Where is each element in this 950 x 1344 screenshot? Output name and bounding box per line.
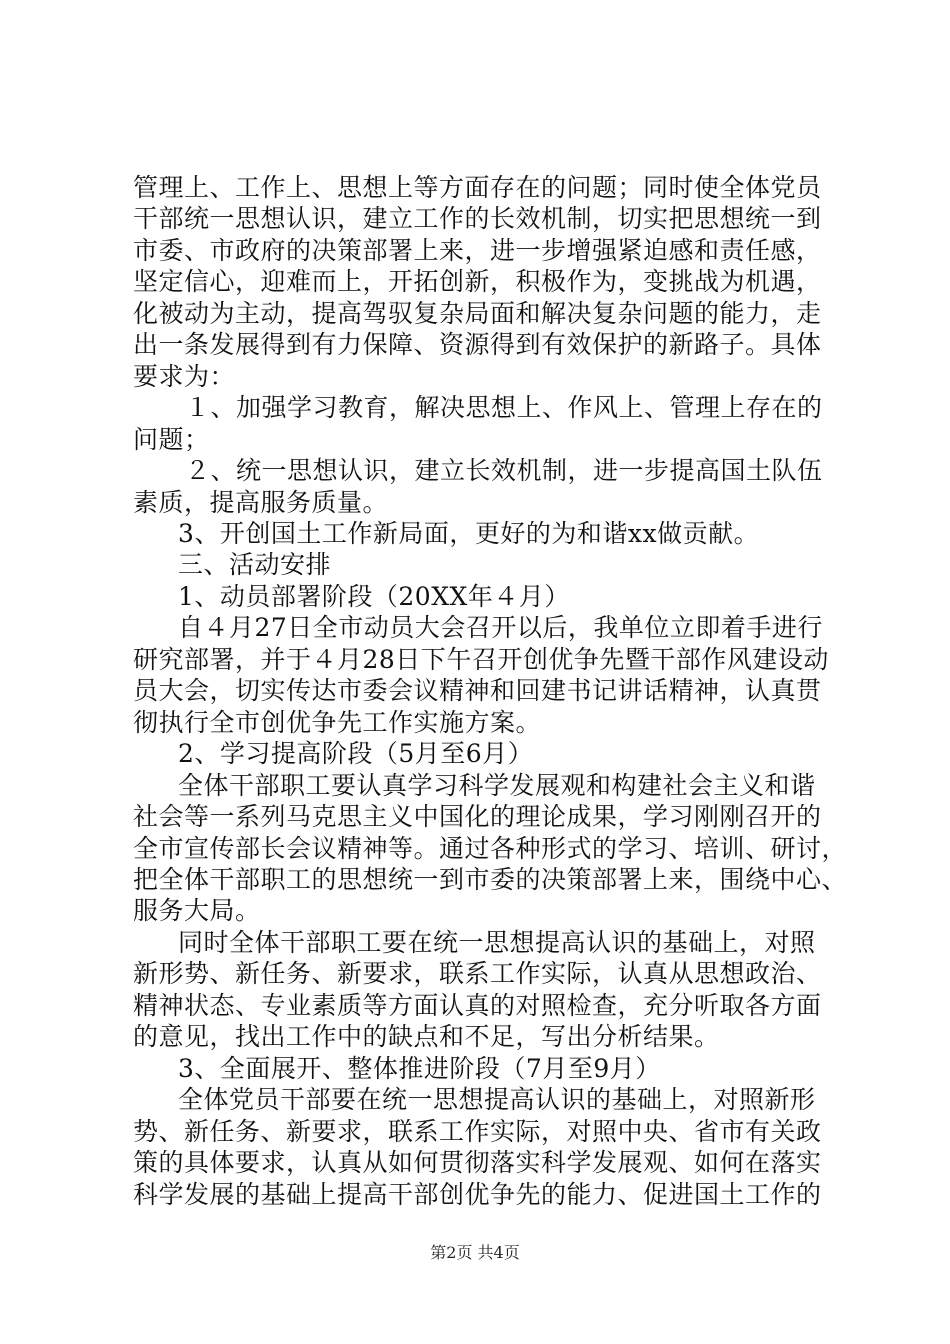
paragraph-first-line: 全体干部职工要认真学习科学发展观和构建社会主义和谐 (178, 771, 816, 800)
body-line: 坚定信心，迎难而上，开拓创新，积极作为，变挑战为机遇， (133, 267, 822, 296)
body-line: 管理上、工作上、思想上等方面存在的问题；同时使全体党员 (133, 173, 822, 202)
paragraph-first-line: 同时全体干部职工要在统一思想提高认识的基础上，对照 (178, 928, 816, 957)
body-line: 化被动为主动，提高驾驭复杂局面和解决复杂问题的能力，走 (133, 299, 822, 328)
body-line: 社会等一系列马克思主义中国化的理论成果，学习刚刚召开的 (133, 802, 822, 831)
body-line: 新形势、新任务、新要求，联系工作实际，认真从思想政治、 (133, 959, 822, 988)
list-item-line: １、加强学习教育，解决思想上、作风上、管理上存在的 (185, 393, 823, 422)
body-line: 素质，提高服务质量。 (133, 488, 389, 517)
page-footer: 第2页 共4页 (430, 1243, 520, 1262)
body-line: 员大会，切实传达市委会议精神和回建书记讲话精神，认真贯 (133, 676, 822, 705)
paragraph-first-line: 自４月27日全市动员大会召开以后，我单位立即着手进行 (178, 613, 823, 642)
body-line: 要求为： (133, 362, 236, 391)
paragraph-first-line: 全体党员干部要在统一思想提高认识的基础上，对照新形 (178, 1085, 816, 1114)
body-line: 全市宣传部长会议精神等。通过各种形式的学习、培训、研讨， (133, 834, 848, 863)
subsection-heading: 1、动员部署阶段（20XX年４月） (178, 582, 570, 611)
body-line: 出一条发展得到有力保障、资源得到有效保护的新路子。具体 (133, 330, 822, 359)
body-line: 研究部署，并于４月28日下午召开创优争先暨干部作风建设动 (133, 645, 829, 674)
body-line: 服务大局。 (133, 896, 261, 925)
body-line: 彻执行全市创优争先工作实施方案。 (133, 708, 542, 737)
body-line: 问题； (133, 425, 210, 454)
body-line: 势、新任务、新要求，联系工作实际，对照中央、省市有关政 (133, 1117, 822, 1146)
body-line: 精神状态、专业素质等方面认真的对照检查，充分听取各方面 (133, 991, 822, 1020)
body-line: 市委、市政府的决策部署上来，进一步增强紧迫感和责任感， (133, 236, 822, 265)
body-line: 干部统一思想认识，建立工作的长效机制，切实把思想统一到 (133, 204, 822, 233)
body-line: 科学发展的基础上提高干部创优争先的能力、促进国土工作的 (133, 1180, 822, 1209)
body-line: 把全体干部职工的思想统一到市委的决策部署上来，围绕中心、 (133, 865, 848, 894)
section-heading: 三、活动安排 (178, 550, 332, 579)
body-line: 策的具体要求，认真从如何贯彻落实科学发展观、如何在落实 (133, 1148, 822, 1177)
body-line: 的意见，找出工作中的缺点和不足，写出分析结果。 (133, 1022, 720, 1051)
paragraph-first-line: 3、全面展开、整体推进阶段（7月至9月） (178, 1054, 661, 1083)
list-item-line: ２、统一思想认识，建立长效机制，进一步提高国土队伍 (185, 456, 823, 485)
list-item-line: 3、开创国土工作新局面，更好的为和谐xx做贡献。 (178, 519, 760, 548)
subsection-heading: 2、学习提高阶段（5月至6月） (178, 739, 534, 768)
